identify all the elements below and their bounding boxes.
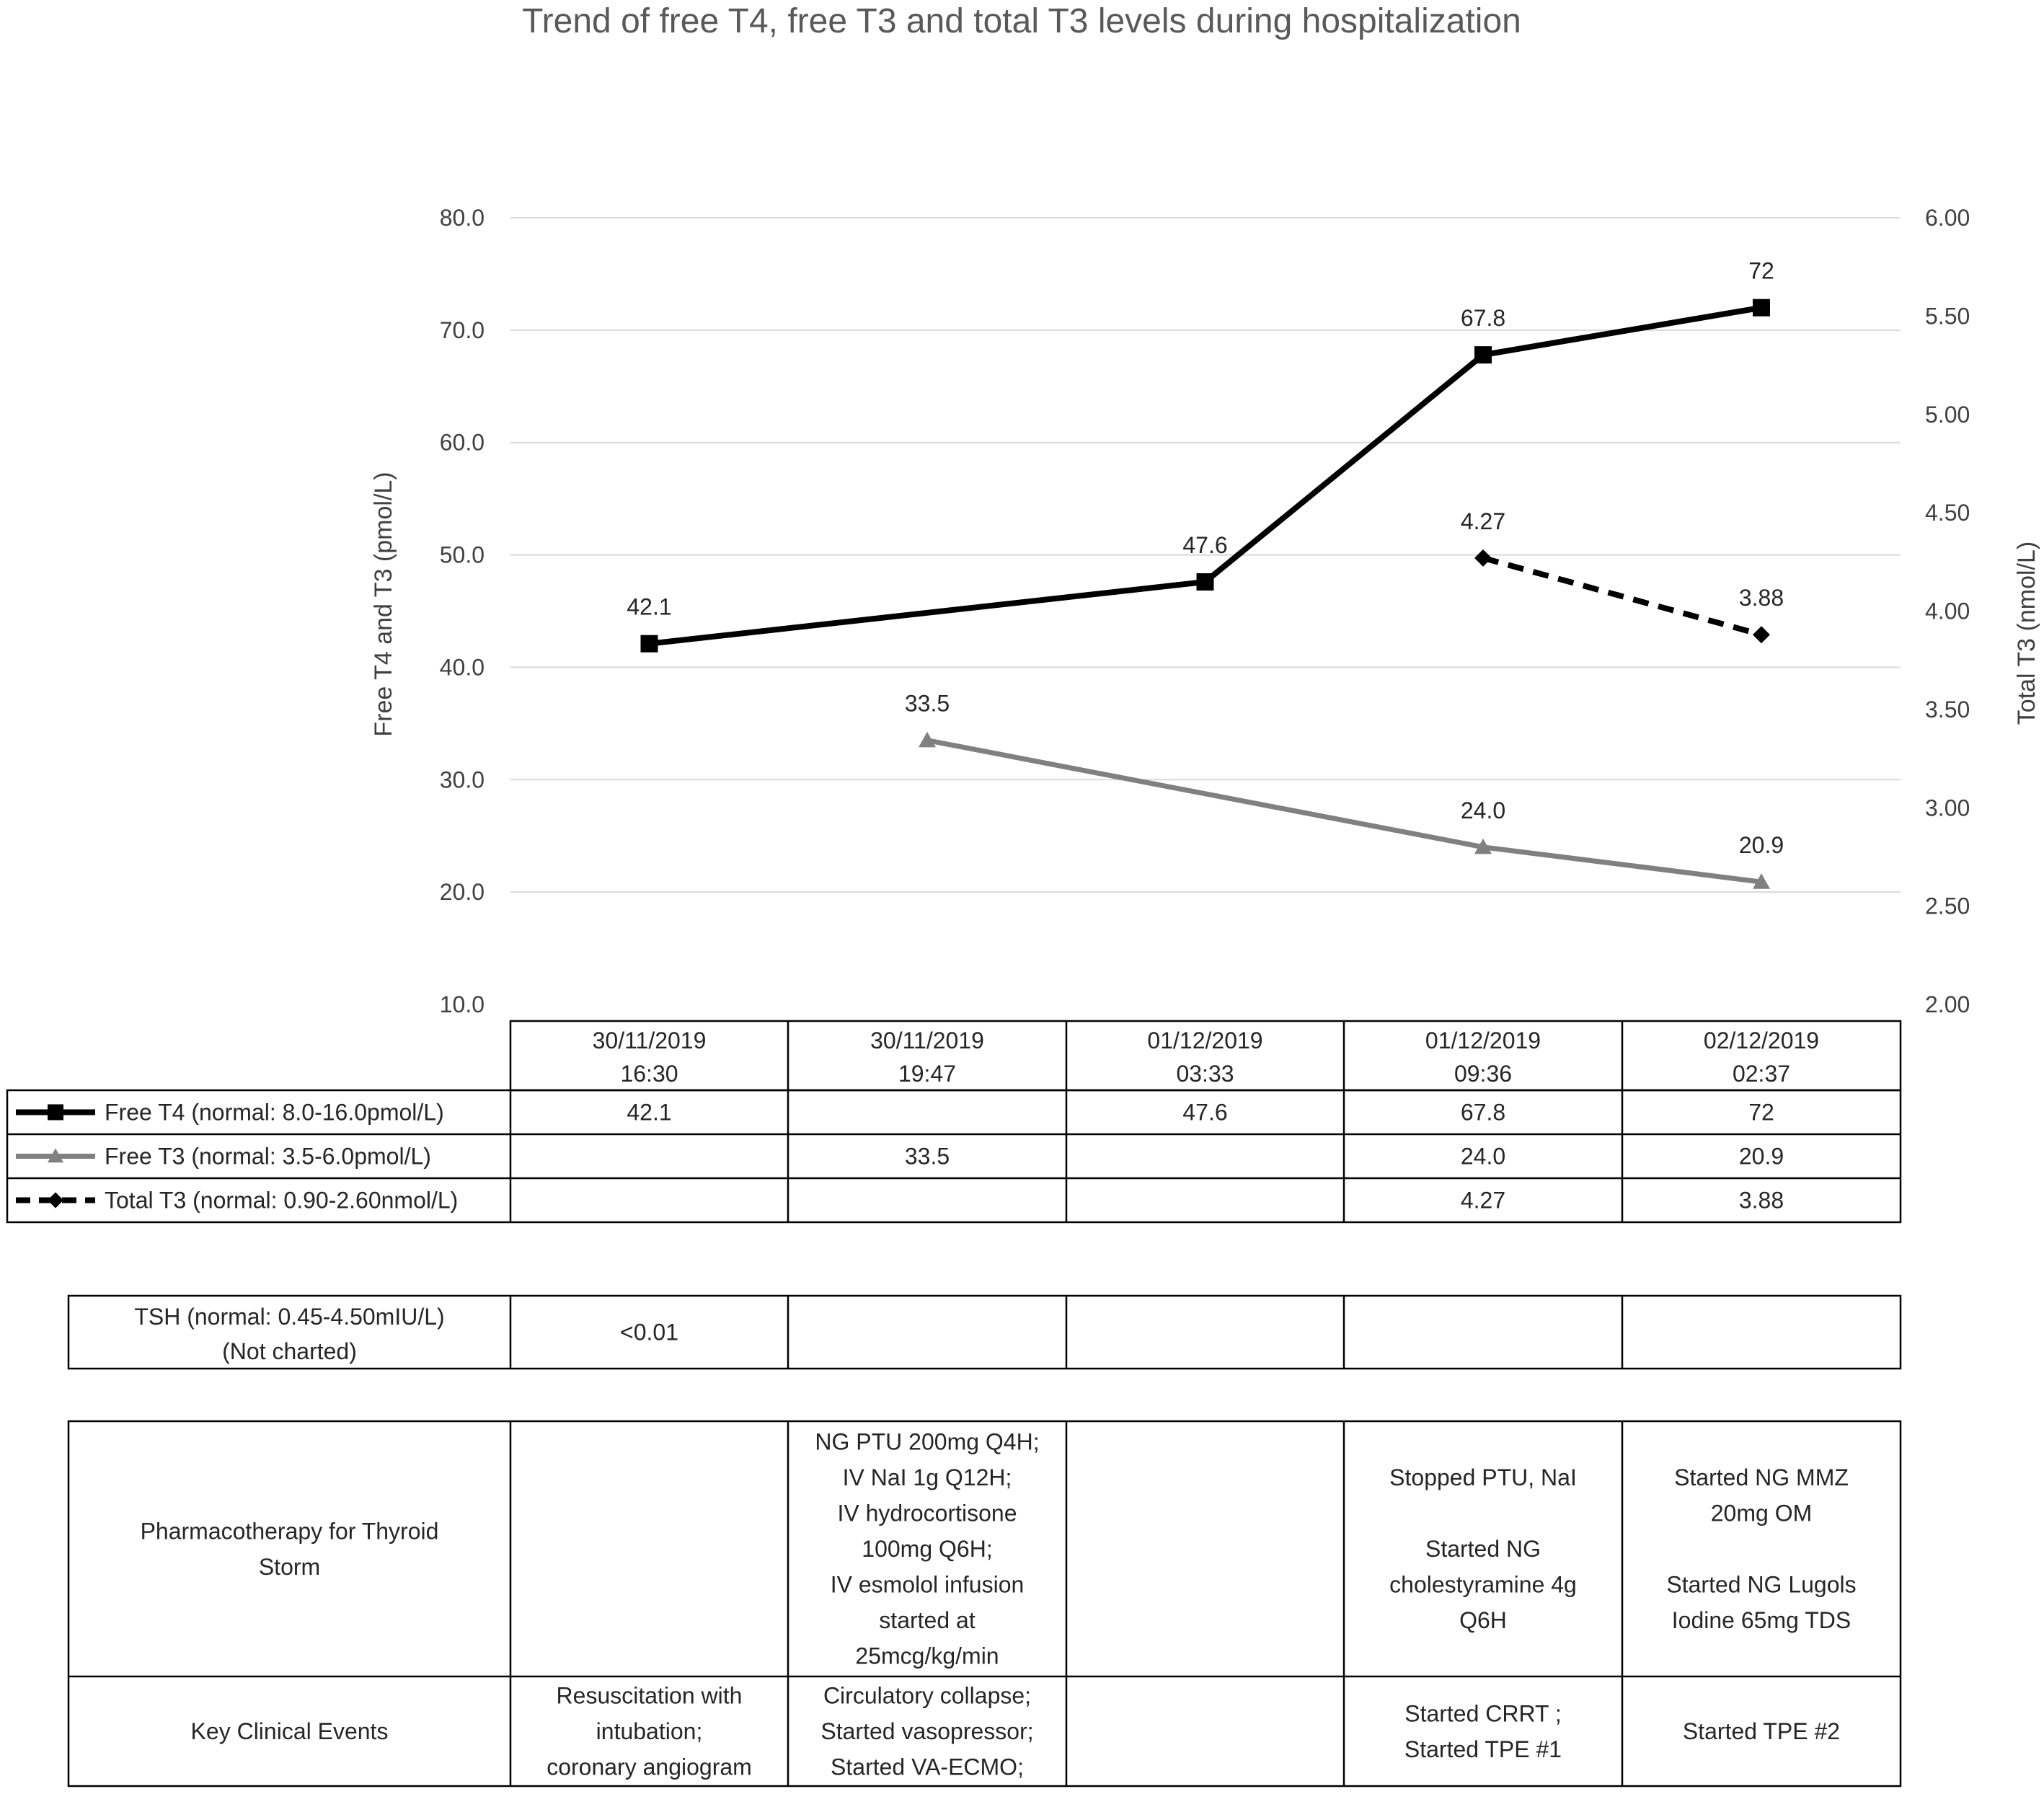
table-value: 72 — [1748, 1099, 1774, 1126]
clinical-cell-text: started at — [879, 1607, 975, 1633]
category-time: 02:37 — [1732, 1061, 1791, 1087]
legend-entry: Free T4 (normal: 8.0-16.0pmol/L) — [105, 1099, 444, 1126]
category-time: 19:47 — [898, 1061, 957, 1087]
table-value: 20.9 — [1738, 1143, 1784, 1170]
clinical-cell-text: Started NG — [1425, 1536, 1541, 1562]
table-value: 47.6 — [1182, 1099, 1228, 1126]
legend-entry: Free T3 (normal: 3.5-6.0pmol/L) — [105, 1143, 431, 1170]
left-tick-label: 40.0 — [439, 654, 485, 681]
right-tick-label: 5.00 — [1925, 401, 1970, 428]
clinical-cell-text: Resuscitation with — [556, 1682, 743, 1709]
left-tick-label: 70.0 — [439, 317, 485, 343]
clinical-table — [68, 1421, 1901, 1786]
diamond-marker — [1474, 549, 1492, 567]
clinical-cell-text: Started TPE #1 — [1404, 1736, 1562, 1762]
square-marker — [1197, 573, 1214, 591]
left-axis-label: Free T4 and T3 (pmol/L) — [370, 472, 397, 737]
data-label: 72 — [1748, 257, 1774, 284]
data-label: 42.1 — [627, 593, 672, 620]
clinical-cell-text: Iodine 65mg TDS — [1671, 1607, 1851, 1633]
clinical-cell-text: cholestyramine 4g — [1389, 1571, 1577, 1598]
data-label: 4.27 — [1460, 508, 1506, 534]
diamond-marker — [1753, 626, 1770, 643]
chart-title: Trend of free T4, free T3 and total T3 levels during hospitalization — [522, 2, 1521, 40]
category-date: 30/11/2019 — [870, 1028, 984, 1053]
data-label: 20.9 — [1738, 832, 1784, 859]
table-value: 24.0 — [1460, 1143, 1506, 1170]
clinical-cell-text: NG PTU 200mg Q4H; — [815, 1428, 1040, 1455]
clinical-row-label: Key Clinical Events — [190, 1718, 389, 1744]
right-tick-label: 3.50 — [1925, 696, 1970, 723]
category-date: 01/12/2019 — [1425, 1028, 1541, 1053]
right-tick-label: 3.00 — [1925, 795, 1970, 821]
series-line-2 — [927, 741, 1761, 882]
clinical-cell-text: Q6H — [1459, 1607, 1507, 1633]
clinical-row-label: Pharmacotherapy for Thyroid — [140, 1518, 439, 1545]
data-labels — [627, 258, 1784, 858]
clinical-cell-text: Stopped PTU, NaI — [1389, 1464, 1577, 1490]
data-label: 33.5 — [904, 690, 950, 717]
category-time: 16:30 — [620, 1061, 678, 1087]
table-value: 42.1 — [627, 1099, 672, 1126]
series-line-3 — [1483, 558, 1761, 635]
left-tick-label: 50.0 — [439, 542, 485, 568]
table-value: 3.88 — [1738, 1187, 1784, 1214]
clinical-cell-text: Started vasopressor; — [820, 1718, 1034, 1744]
clinical-cell-text: Started CRRT ; — [1404, 1700, 1562, 1727]
clinical-cell-text: Started TPE #2 — [1682, 1718, 1841, 1744]
right-tick-label: 5.50 — [1925, 303, 1970, 330]
clinical-cell-text: IV esmolol infusion — [830, 1571, 1025, 1598]
left-tick-label: 80.0 — [439, 205, 485, 231]
clinical-cell-text: Started NG MMZ — [1674, 1464, 1849, 1490]
square-marker — [1753, 299, 1770, 317]
right-tick-label: 6.00 — [1925, 205, 1970, 231]
category-date: 02/12/2019 — [1703, 1028, 1820, 1053]
clinical-row-label: Storm — [258, 1553, 321, 1580]
table-value: 4.27 — [1460, 1187, 1506, 1214]
tsh-label: TSH (normal: 0.45-4.50mIU/L) — [134, 1304, 445, 1330]
table-value: 67.8 — [1460, 1099, 1506, 1126]
category-date: 01/12/2019 — [1147, 1028, 1263, 1053]
data-table — [7, 1021, 1901, 1222]
clinical-cell-text: IV NaI 1g Q12H; — [842, 1464, 1012, 1490]
data-label: 3.88 — [1738, 585, 1784, 611]
left-tick-label: 60.0 — [439, 429, 485, 456]
square-marker — [1474, 346, 1492, 363]
square-marker — [641, 635, 658, 653]
data-label: 67.8 — [1460, 305, 1506, 332]
data-label: 47.6 — [1182, 531, 1228, 558]
right-axis-ticks — [1925, 205, 1970, 1017]
clinical-cell-text: Started VA-ECMO; — [831, 1754, 1024, 1780]
square-marker — [48, 1105, 63, 1121]
category-time: 09:36 — [1454, 1061, 1513, 1087]
right-axis-label: Total T3 (nmol/L) — [2013, 541, 2040, 725]
clinical-cell-text: Circulatory collapse; — [823, 1682, 1032, 1709]
right-tick-label: 2.00 — [1925, 991, 1970, 1017]
diamond-marker — [48, 1193, 63, 1208]
category-time: 03:33 — [1176, 1061, 1234, 1087]
legend-entry: Total T3 (normal: 0.90-2.60nmol/L) — [105, 1187, 459, 1214]
table-value: 33.5 — [904, 1143, 950, 1170]
right-tick-label: 4.00 — [1925, 598, 1970, 624]
left-axis-ticks — [440, 205, 485, 1017]
clinical-cell-text: Started NG Lugols — [1666, 1571, 1857, 1598]
category-date: 30/11/2019 — [592, 1028, 707, 1053]
clinical-cell-text: 100mg Q6H; — [862, 1536, 993, 1562]
tsh-value: <0.01 — [620, 1319, 678, 1346]
left-tick-label: 30.0 — [439, 766, 485, 793]
left-tick-label: 10.0 — [439, 991, 485, 1017]
series-line-1 — [650, 308, 1762, 644]
clinical-cell-text: 25mcg/kg/min — [855, 1643, 999, 1669]
right-tick-label: 4.50 — [1925, 500, 1970, 526]
series-markers — [641, 299, 1771, 889]
data-label: 24.0 — [1460, 797, 1506, 823]
tsh-table — [68, 1296, 1901, 1369]
series-lines — [650, 308, 1762, 882]
right-tick-label: 2.50 — [1925, 893, 1970, 919]
left-tick-label: 20.0 — [439, 879, 485, 906]
clinical-cell-text: intubation; — [596, 1718, 703, 1744]
tsh-label: (Not charted) — [222, 1338, 357, 1364]
clinical-cell-text: 20mg OM — [1710, 1500, 1813, 1526]
clinical-cell-text: IV hydrocortisone — [837, 1500, 1017, 1526]
clinical-cell-text: coronary angiogram — [547, 1754, 752, 1780]
